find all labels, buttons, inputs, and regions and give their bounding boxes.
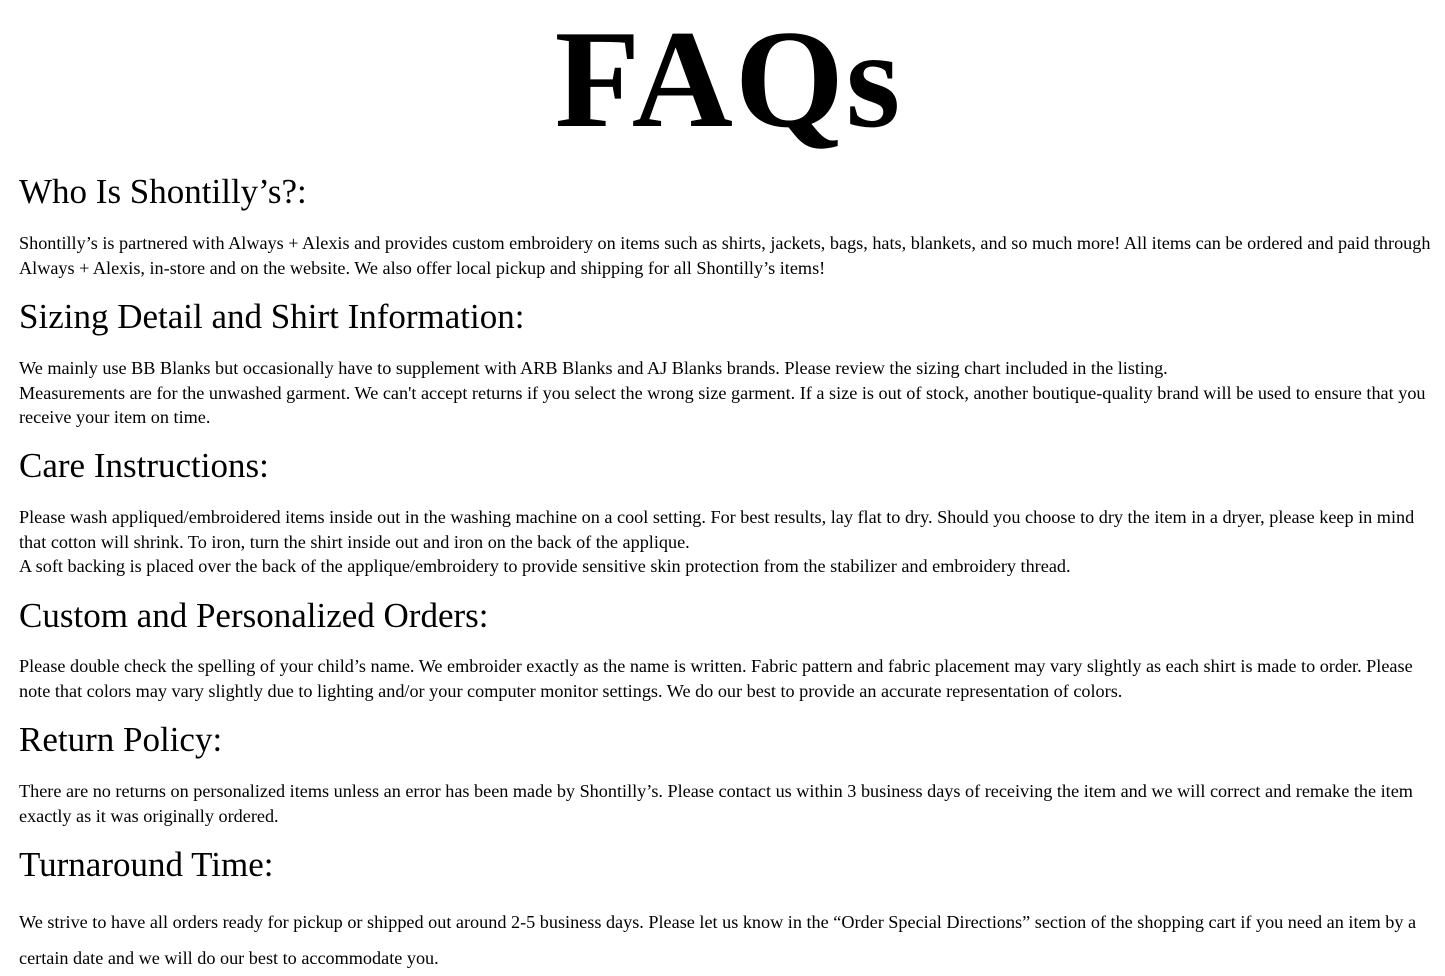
section-text-who-is-shontillys <box>19 231 1434 280</box>
paragraph: Shontilly’s is partnered with Always + Alexis and provides custom embroidery on items such as shirts, jackets, bags, hats, blankets, and so much more! All items can be ordered and paid through Always + Alexis, in-store and on the website. We also offer local pickup and shipping for all Shontilly’s items! <box>19 233 1431 278</box>
section-heading-sizing-detail: Sizing Detail and Shirt Information: <box>19 297 525 336</box>
section-heading-custom-orders: Custom and Personalized Orders: <box>19 596 489 635</box>
section-text-care-instructions <box>19 505 1434 579</box>
paragraph: Please wash appliqued/embroidered items inside out in the washing machine on a cool setting. For best results, lay flat to dry. Should you choose to dry the item in a dryer, please keep in mind that cotton will shrink. To iron, turn the shirt inside out and iron on the back of the applique. <box>19 507 1415 552</box>
section-text-custom-orders <box>19 654 1434 703</box>
paragraph: We strive to have all orders ready for pickup or shipped out around 2-5 business days. Please let us know in the “Order Special Directions” section of the shopping cart if you need an item by a certain date and we will do our best to accommodate you. <box>19 912 1417 968</box>
section-heading-who-is-shontillys: Who Is Shontilly’s?: <box>19 172 307 211</box>
paragraph: Please double check the spelling of your child’s name. We embroider exactly as the name is written. Fabric pattern and fabric placement may vary slightly as each shirt is made to order. Please note that colors may vary slightly due to lighting and/or your computer monitor settings. We do our best to provide an accurate representation of colors. <box>19 656 1413 701</box>
section-text-sizing-detail <box>19 356 1434 430</box>
page-title: FAQs <box>554 2 903 157</box>
paragraph: We mainly use BB Blanks but occasionally have to supplement with ARB Blanks and AJ Blanks brands. Please review the sizing chart included in the listing. <box>19 358 1168 378</box>
section-heading-care-instructions: Care Instructions: <box>19 446 269 485</box>
section-text-turnaround-time <box>19 904 1434 976</box>
section-heading-return-policy: Return Policy: <box>19 720 223 759</box>
paragraph: A soft backing is placed over the back of the applique/embroidery to provide sensitive skin protection from the stabilizer and embroidery thread. <box>19 556 1071 576</box>
section-text-return-policy <box>19 779 1434 828</box>
paragraph: There are no returns on personalized items unless an error has been made by Shontilly’s. Please contact us within 3 business days of receiving the item and we will correct and remake the item exactly as it was originally ordered. <box>19 781 1413 826</box>
section-heading-turnaround-time: Turnaround Time: <box>19 845 274 884</box>
paragraph: Measurements are for the unwashed garment. We can't accept returns if you select the wrong size garment. If a size is out of stock, another boutique-quality brand will be used to ensure that you receive your item on time. <box>19 382 1426 427</box>
